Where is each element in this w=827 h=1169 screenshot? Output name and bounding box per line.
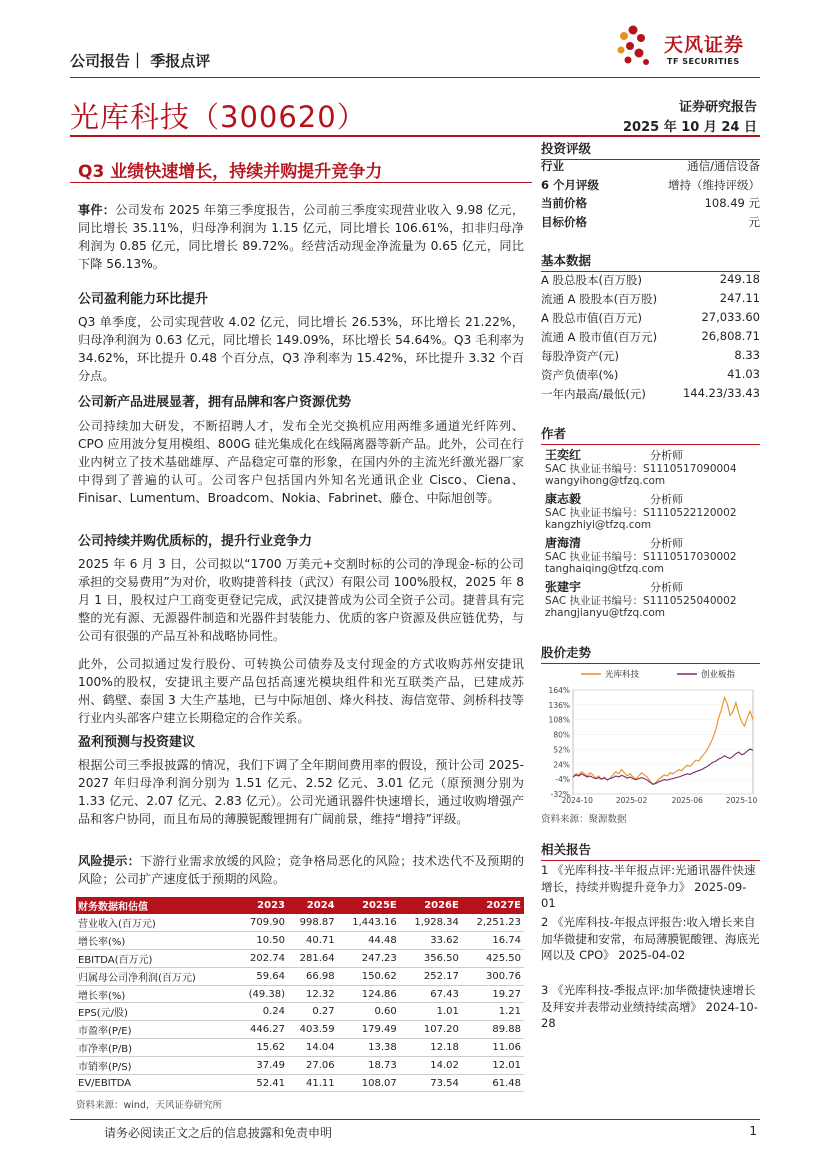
table-row (76, 1074, 524, 1092)
author-name: 唐海清 (545, 536, 582, 550)
table-row (76, 1039, 524, 1057)
price-chart-title: 股价走势 (541, 643, 760, 664)
table-cell: 67.43 (400, 985, 462, 1003)
table-row (76, 967, 524, 985)
table-row (76, 932, 524, 950)
author-cert: SAC 执业证书编号：S1110522120002 (545, 507, 737, 519)
table-row (76, 985, 524, 1003)
author-email[interactable]: zhangjianyu@tfzq.com (545, 607, 665, 619)
basic-data-row (541, 272, 760, 288)
table-cell: 300.76 (462, 967, 524, 985)
table-source: 资料来源：wind，天风证券研究所 (76, 1100, 222, 1111)
basic-data-row (541, 348, 760, 364)
table-cell: EV/EBITDA (76, 1074, 236, 1092)
table-row (76, 950, 524, 968)
rating-row (541, 158, 760, 174)
section-title: 公司持续并购优质标的，提升行业竞争力 (78, 534, 313, 549)
table-cell: 增长率(%) (76, 985, 236, 1003)
section-title: 盈利预测与投资建议 (78, 735, 196, 750)
rating-key: 目标价格 (541, 214, 587, 229)
event-paragraph (78, 201, 524, 273)
related-item[interactable]: 1 《光库科技-半年报点评:光通讯器件快速增长，持续并购提升竞争力》 2025-09-01 (541, 863, 756, 910)
y-tick-label: 52% (553, 745, 570, 755)
table-cell: 15.62 (236, 1039, 288, 1057)
table-cell: 1,928.34 (400, 914, 462, 932)
table-cell: 市净率(P/B) (76, 1039, 236, 1057)
table-cell: 124.86 (338, 985, 400, 1003)
rating-value: 108.49 元 (704, 196, 760, 210)
y-tick-label: 108% (548, 715, 570, 725)
author-cert: SAC 执业证书编号：S1110525040002 (545, 595, 737, 607)
basic-data-key: 流通 A 股股本(百万股) (541, 292, 658, 306)
table-header-cell: 2024 (288, 897, 338, 914)
table-cell: 市销率(P/S) (76, 1056, 236, 1074)
risk-label: 风险提示： (78, 854, 140, 868)
y-tick-label: 164% (548, 686, 570, 695)
table-cell: EBITDA(百万元) (76, 950, 236, 968)
table-row (76, 1056, 524, 1074)
table-cell: 998.87 (288, 914, 338, 932)
table-cell: 0.27 (288, 1003, 338, 1021)
headline-rule (70, 182, 532, 183)
author-name: 康志毅 (545, 492, 582, 506)
x-tick-label: 2025-10 (725, 796, 758, 805)
author-email[interactable]: tanghaiqing@tfzq.com (545, 563, 665, 575)
table-cell: 281.64 (288, 950, 338, 968)
x-tick-label: 2024-10 (561, 796, 593, 805)
basic-data-value: 27,033.60 (701, 310, 760, 324)
table-cell: (49.38) (236, 985, 288, 1003)
table-header-cell: 财务数据和估值 (76, 897, 236, 914)
author-email[interactable]: kangzhiyi@tfzq.com (545, 519, 652, 531)
basic-data-key: 流通 A 股市值(百万元) (541, 330, 658, 344)
financial-table (76, 897, 524, 1092)
rating-value: 元 (748, 214, 760, 229)
table-cell: 10.50 (236, 932, 288, 950)
author-role: 分析师 (650, 537, 683, 550)
basic-data-row (541, 291, 760, 307)
table-cell: 营业收入(百万元) (76, 914, 236, 932)
event-text: 公司发布 2025 年第三季度报告，公司前三季度实现营业收入 9.98 亿元，同比增长 35.11%，归母净利润为 1.15 亿元，同比增长 106.61%，扣非归母净利润为 0.85 亿元，同比增长 89.72%。经营活动现金净流量为 0.65 亿元，同比下降 56.13%。 (78, 203, 525, 271)
table-cell: 1.01 (400, 1003, 462, 1021)
author-cert: SAC 执业证书编号：S1110517090004 (545, 463, 737, 475)
basic-data-key: 一年内最高/最低(元) (541, 387, 646, 401)
table-cell: 52.41 (236, 1074, 288, 1092)
table-cell: 增长率(%) (76, 932, 236, 950)
price-chart (541, 662, 760, 807)
series-line-guangku (573, 697, 753, 784)
table-cell: 14.04 (288, 1039, 338, 1057)
rating-title: 投资评级 (541, 139, 760, 160)
table-cell: 0.60 (338, 1003, 400, 1021)
table-cell: 19.27 (462, 985, 524, 1003)
basic-data-key: A 股总股本(百万股) (541, 273, 642, 287)
basic-data-key: 资产负债率(%) (541, 368, 619, 382)
basic-data-title: 基本数据 (541, 251, 760, 272)
table-cell: 33.62 (400, 932, 462, 950)
rating-row (541, 195, 760, 211)
headline: Q3 业绩快速增长，持续并购提升竞争力 (78, 162, 383, 182)
basic-data-value: 41.03 (727, 367, 760, 381)
rating-key: 当前价格 (541, 196, 587, 210)
author-role: 分析师 (650, 493, 683, 506)
x-tick-label: 2025-02 (615, 796, 648, 805)
table-cell: 13.38 (338, 1039, 400, 1057)
table-row (76, 914, 524, 932)
legend-label: 创业板指 (701, 670, 736, 680)
author-role: 分析师 (650, 449, 683, 462)
basic-data-row (541, 310, 760, 326)
table-cell: 2,251.23 (462, 914, 524, 932)
table-cell: 252.17 (400, 967, 462, 985)
page-number: 1 (749, 1124, 757, 1138)
basic-data-value: 26,808.71 (701, 329, 760, 343)
risk-text: 下游行业需求放缓的风险；竞争格局恶化的风险；技术迭代不及预期的风险；公司扩产速度低于预期的风险。 (78, 854, 525, 886)
related-item[interactable]: 2 《光库科技-年报点评报告:收入增长来自加华微捷和安常，布局薄膜铌酸锂、海底光网以及 CPO》 2025-04-02 (541, 915, 760, 962)
disclaimer-notice: 请务必阅读正文之后的信息披露和免责申明 (104, 1126, 333, 1140)
table-cell: 425.50 (462, 950, 524, 968)
table-cell: 107.20 (400, 1021, 462, 1039)
table-cell: 41.11 (288, 1074, 338, 1092)
table-header-cell: 2023 (236, 897, 288, 914)
section-title: 公司新产品进展显著，拥有品牌和客户资源优势 (78, 395, 352, 410)
table-cell: 356.50 (400, 950, 462, 968)
footer-rule (70, 1119, 760, 1120)
table-cell: 73.54 (400, 1074, 462, 1092)
table-cell: 179.49 (338, 1021, 400, 1039)
legend-label: 光库科技 (605, 670, 640, 680)
basic-data-value: 247.11 (719, 291, 760, 305)
rating-row (541, 214, 760, 230)
section-text: 此外，公司拟通过发行股份、可转换公司债券及支付现金的方式收购苏州安捷讯 100%的股权，安捷讯主要产品包括高速光模块组件和光互联类产品，已建成苏州、鹤壁、泰国 3 大生产基地，已与中际旭创、烽火科技、海信宽带、剑桥科技等行业内头部客户建立长期稳定的合作关系。 (78, 657, 524, 725)
table-cell: 12.32 (288, 985, 338, 1003)
title-rule (70, 135, 760, 137)
author-role: 分析师 (650, 581, 683, 594)
section-title: 公司盈利能力环比提升 (78, 292, 209, 307)
table-cell: 市盈率(P/E) (76, 1021, 236, 1039)
table-cell: 403.59 (288, 1021, 338, 1039)
chart-source: 资料来源：聚源数据 (541, 814, 627, 825)
table-cell: 27.06 (288, 1056, 338, 1074)
y-tick-label: -32% (550, 790, 570, 799)
header-rule (70, 77, 760, 78)
y-tick-label: -4% (555, 775, 570, 785)
related-title: 相关报告 (541, 840, 760, 861)
logo-name-cn: 天风证券 (664, 34, 745, 56)
table-row (76, 1003, 524, 1021)
table-cell: 59.64 (236, 967, 288, 985)
rating-value: 增持（维持评级） (668, 177, 760, 192)
table-cell: 61.48 (462, 1074, 524, 1092)
rating-row (541, 177, 760, 193)
table-cell: 12.18 (400, 1039, 462, 1057)
table-row (76, 1021, 524, 1039)
event-label: 事件： (78, 203, 116, 217)
table-cell: 709.90 (236, 914, 288, 932)
table-cell: 202.74 (236, 950, 288, 968)
author-cert: SAC 执业证书编号：S1110517030002 (545, 551, 737, 563)
logo-name-en: TF SECURITIES (667, 57, 740, 66)
y-tick-label: 80% (553, 730, 570, 740)
rating-key: 行业 (541, 159, 564, 173)
risk-paragraph (78, 852, 524, 888)
table-cell: 44.48 (338, 932, 400, 950)
authors-title: 作者 (541, 424, 760, 445)
author-name: 张建宇 (545, 580, 582, 594)
author-name: 王奕红 (545, 448, 582, 462)
related-item[interactable]: 3 《光库科技-季报点评:加华微捷快速增长及拜安并表带动业绩持续高增》 2024-10-28 (541, 983, 758, 1030)
basic-data-key: 每股净资产(元) (541, 349, 619, 363)
y-tick-label: 136% (548, 700, 570, 710)
table-cell: EPS(元/股) (76, 1003, 236, 1021)
report-date: 2025 年 10 月 24 日 (623, 120, 757, 135)
table-cell: 1.21 (462, 1003, 524, 1021)
table-cell: 247.23 (338, 950, 400, 968)
report-category: 公司报告｜ 季报点评 (70, 52, 211, 70)
basic-data-value: 8.33 (734, 348, 760, 362)
tf-logo-icon (610, 20, 666, 72)
table-cell: 66.98 (288, 967, 338, 985)
company-title: 光库科技（300620） (70, 100, 367, 134)
table-cell: 40.71 (288, 932, 338, 950)
section-text: 公司持续加大研发，不断招聘人才，发布全光交换机应用两维多通道光纤阵列、CPO 应用波分复用模组、800G 硅光集成化在线隔离器等新产品。此外，公司在行业内树立了技术基础雄厚、产品稳定可靠的形象，在国内外的主流光纤激光器厂家中得到了普遍的认可。公司客户包括国内外知名光通讯企业 Cisco、Ciena、Finisar、Lumentum、Broadcom、Nokia、Fabrinet、藤仓、中际旭创等。 (78, 419, 524, 505)
report-type: 证券研究报告 (678, 100, 757, 115)
basic-data-row (541, 367, 760, 383)
table-cell: 150.62 (338, 967, 400, 985)
basic-data-key: A 股总市值(百万元) (541, 311, 642, 325)
table-cell: 14.02 (400, 1056, 462, 1074)
table-cell: 89.88 (462, 1021, 524, 1039)
table-header-cell: 2027E (462, 897, 524, 914)
table-header-cell: 2026E (400, 897, 462, 914)
table-cell: 108.07 (338, 1074, 400, 1092)
section-text: 根据公司三季报披露的情况，我们下调了全年期间费用率的假设，预计公司 2025-2027 年归母净利润分别为 1.51 亿元、2.52 亿元、3.01 亿元（原预测分别为 1.33 亿元、2.07 亿元、2.83 亿元）。公司光通讯器件快速增长，通过收购增强产品和客户协同，而且布局的薄膜铌酸锂拥有广阔前景，维持“增持”评级。 (78, 758, 524, 826)
basic-data-value: 144.23/33.43 (682, 386, 760, 400)
table-header-cell: 2025E (338, 897, 400, 914)
basic-data-value: 249.18 (719, 272, 760, 286)
section-text: Q3 单季度，公司实现营收 4.02 亿元，同比增长 26.53%，环比增长 21.22%，归母净利润为 0.63 亿元，同比增长 149.09%，环比增长 54.64%。Q3 毛利率为 34.62%，环比提升 0.48 个百分点，Q3 净利率为 15.42%，环比提升 3.32 个百分点。 (78, 315, 524, 383)
table-cell: 12.01 (462, 1056, 524, 1074)
x-tick-label: 2025-06 (671, 796, 703, 805)
table-cell: 1,443.16 (338, 914, 400, 932)
table-cell: 37.49 (236, 1056, 288, 1074)
author-email[interactable]: wangyihong@tfzq.com (545, 475, 666, 487)
rating-key: 6 个月评级 (541, 177, 600, 192)
basic-data-row (541, 386, 760, 402)
table-cell: 0.24 (236, 1003, 288, 1021)
basic-data-row (541, 329, 760, 345)
table-cell: 归属母公司净利润(百万元) (76, 967, 236, 985)
table-cell: 18.73 (338, 1056, 400, 1074)
section-text: 2025 年 6 月 3 日，公司拟以“1700 万美元+交割时标的公司的净现金-标的公司承担的交易费用”为对价，收购捷普科技（武汉）有限公司 100%股权，2025 年 8 月 1 日，股权过户工商变更登记完成，武汉捷普成为公司全资子公司。捷普具有完整的光有源、无源器件制造和光器件封装能力、优质的客户资源及供应链优势，与公司有很强的产品互补和战略协同性。 (78, 557, 524, 643)
table-cell: 11.06 (462, 1039, 524, 1057)
financial-table-wrap (76, 897, 524, 1092)
table-cell: 16.74 (462, 932, 524, 950)
table-header-row (76, 897, 524, 914)
y-tick-label: 24% (553, 760, 570, 770)
rating-value: 通信/通信设备 (687, 159, 760, 173)
table-cell: 446.27 (236, 1021, 288, 1039)
